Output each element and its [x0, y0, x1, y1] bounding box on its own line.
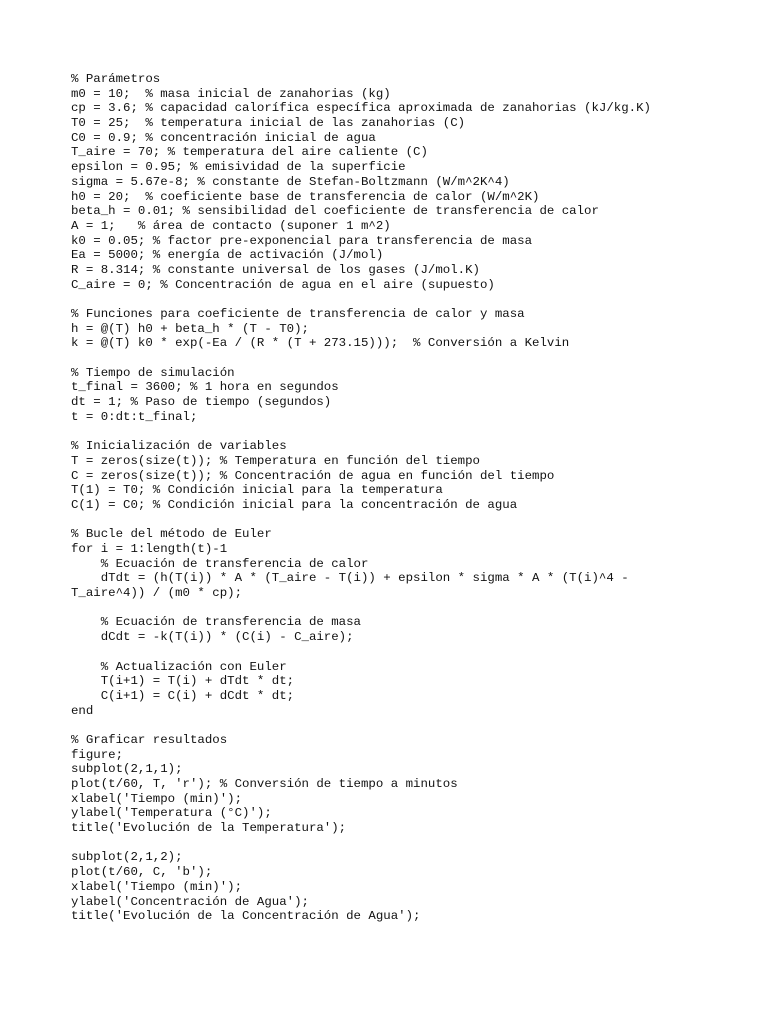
code-line: dTdt = (h(T(i)) * A * (T_aire - T(i)) + epsilon * sigma * A * (T(i)^4 - [71, 571, 629, 586]
code-line: dCdt = -k(T(i)) * (C(i) - C_aire); [71, 630, 354, 645]
code-line: xlabel('Tiempo (min)'); [71, 879, 243, 894]
code-line: sigma = 5.67e-8; % constante de Stefan-Boltzmann (W/m^2K^4) [71, 174, 510, 189]
code-line [71, 718, 731, 733]
code-line: % Parámetros [71, 72, 161, 86]
code-line: plot(t/60, C, 'b'); [71, 865, 213, 880]
code-block [71, 72, 731, 924]
code-line: dt = 1; % Paso de tiempo (segundos) [71, 395, 332, 410]
code-line: T(i+1) = T(i) + dTdt * dt; [71, 674, 295, 689]
code-line: beta_h = 0.01; % sensibilidad del coeficiente de transferencia de calor [71, 204, 599, 219]
code-line: k = @(T) k0 * exp(-Ea / (R * (T + 273.15))); % Conversión a Kelvin [71, 336, 570, 351]
code-line: % Ecuación de transferencia de calor [71, 556, 369, 571]
code-line: for i = 1:length(t)-1 [71, 542, 228, 556]
code-line: % Inicialización de variables [71, 439, 287, 454]
code-line: T = zeros(size(t)); % Temperatura en función del tiempo [71, 453, 480, 468]
code-line: C0 = 0.9; % concentración inicial de agua [71, 130, 376, 145]
code-line: T_aire^4)) / (m0 * cp); [71, 586, 243, 601]
code-line: % Bucle del método de Euler [71, 527, 272, 542]
code-line: A = 1; % área de contacto (suponer 1 m^2) [71, 218, 391, 233]
code-line: C(1) = C0; % Condición inicial para la concentración de agua [71, 497, 518, 512]
code-line [71, 601, 731, 616]
code-line: subplot(2,1,2); [71, 850, 183, 865]
code-line [71, 836, 731, 851]
code-line: t = 0:dt:t_final; [71, 409, 198, 424]
code-line: R = 8.314; % constante universal de los gases (J/mol.K) [71, 262, 480, 277]
code-line: plot(t/60, T, 'r'); % Conversión de tiempo a minutos [71, 777, 458, 791]
code-line: % Funciones para coeficiente de transferencia de calor y masa [71, 307, 525, 321]
code-line: % Ecuación de transferencia de masa [71, 615, 361, 630]
code-line: epsilon = 0.95; % emisividad de la superficie [71, 160, 406, 175]
code-line: T_aire = 70; % temperatura del aire caliente (C) [71, 145, 428, 160]
code-line: cp = 3.6; % capacidad calorífica específica aproximada de zanahorias (kJ/kg.K) [71, 101, 651, 116]
code-line: figure; [71, 747, 124, 762]
code-line [71, 292, 731, 307]
code-line: h = @(T) h0 + beta_h * (T - T0); [71, 321, 309, 336]
code-line [71, 425, 731, 440]
code-line: subplot(2,1,1); [71, 762, 183, 777]
code-line: m0 = 10; % masa inicial de zanahorias (kg) [71, 86, 391, 101]
code-line: ylabel('Concentración de Agua'); [71, 894, 309, 909]
code-line: k0 = 0.05; % factor pre-exponencial para transferencia de masa [71, 233, 533, 248]
code-line: title('Evolución de la Temperatura'); [71, 821, 347, 836]
code-line: C_aire = 0; % Concentración de agua en el aire (supuesto) [71, 277, 495, 292]
code-line [71, 351, 731, 366]
code-line: % Tiempo de simulación [71, 365, 235, 380]
code-line: T0 = 25; % temperatura inicial de las zanahorias (C) [71, 116, 466, 131]
code-line: % Actualización con Euler [71, 659, 287, 674]
code-line: T(1) = T0; % Condición inicial para la temperatura [71, 483, 443, 498]
code-line: h0 = 20; % coeficiente base de transferencia de calor (W/m^2K) [71, 189, 540, 204]
code-line: t_final = 3600; % 1 hora en segundos [71, 380, 339, 395]
code-line: % Graficar resultados [71, 732, 228, 747]
code-line: C = zeros(size(t)); % Concentración de agua en función del tiempo [71, 468, 555, 483]
code-line: end [71, 703, 94, 718]
code-line: xlabel('Tiempo (min)'); [71, 791, 243, 806]
code-line: title('Evolución de la Concentración de Agua'); [71, 909, 421, 924]
code-line [71, 513, 731, 528]
code-line: C(i+1) = C(i) + dCdt * dt; [71, 688, 295, 703]
code-line: Ea = 5000; % energía de activación (J/mol) [71, 248, 384, 263]
code-line [71, 645, 731, 660]
code-line: ylabel('Temperatura (°C)'); [71, 806, 272, 821]
